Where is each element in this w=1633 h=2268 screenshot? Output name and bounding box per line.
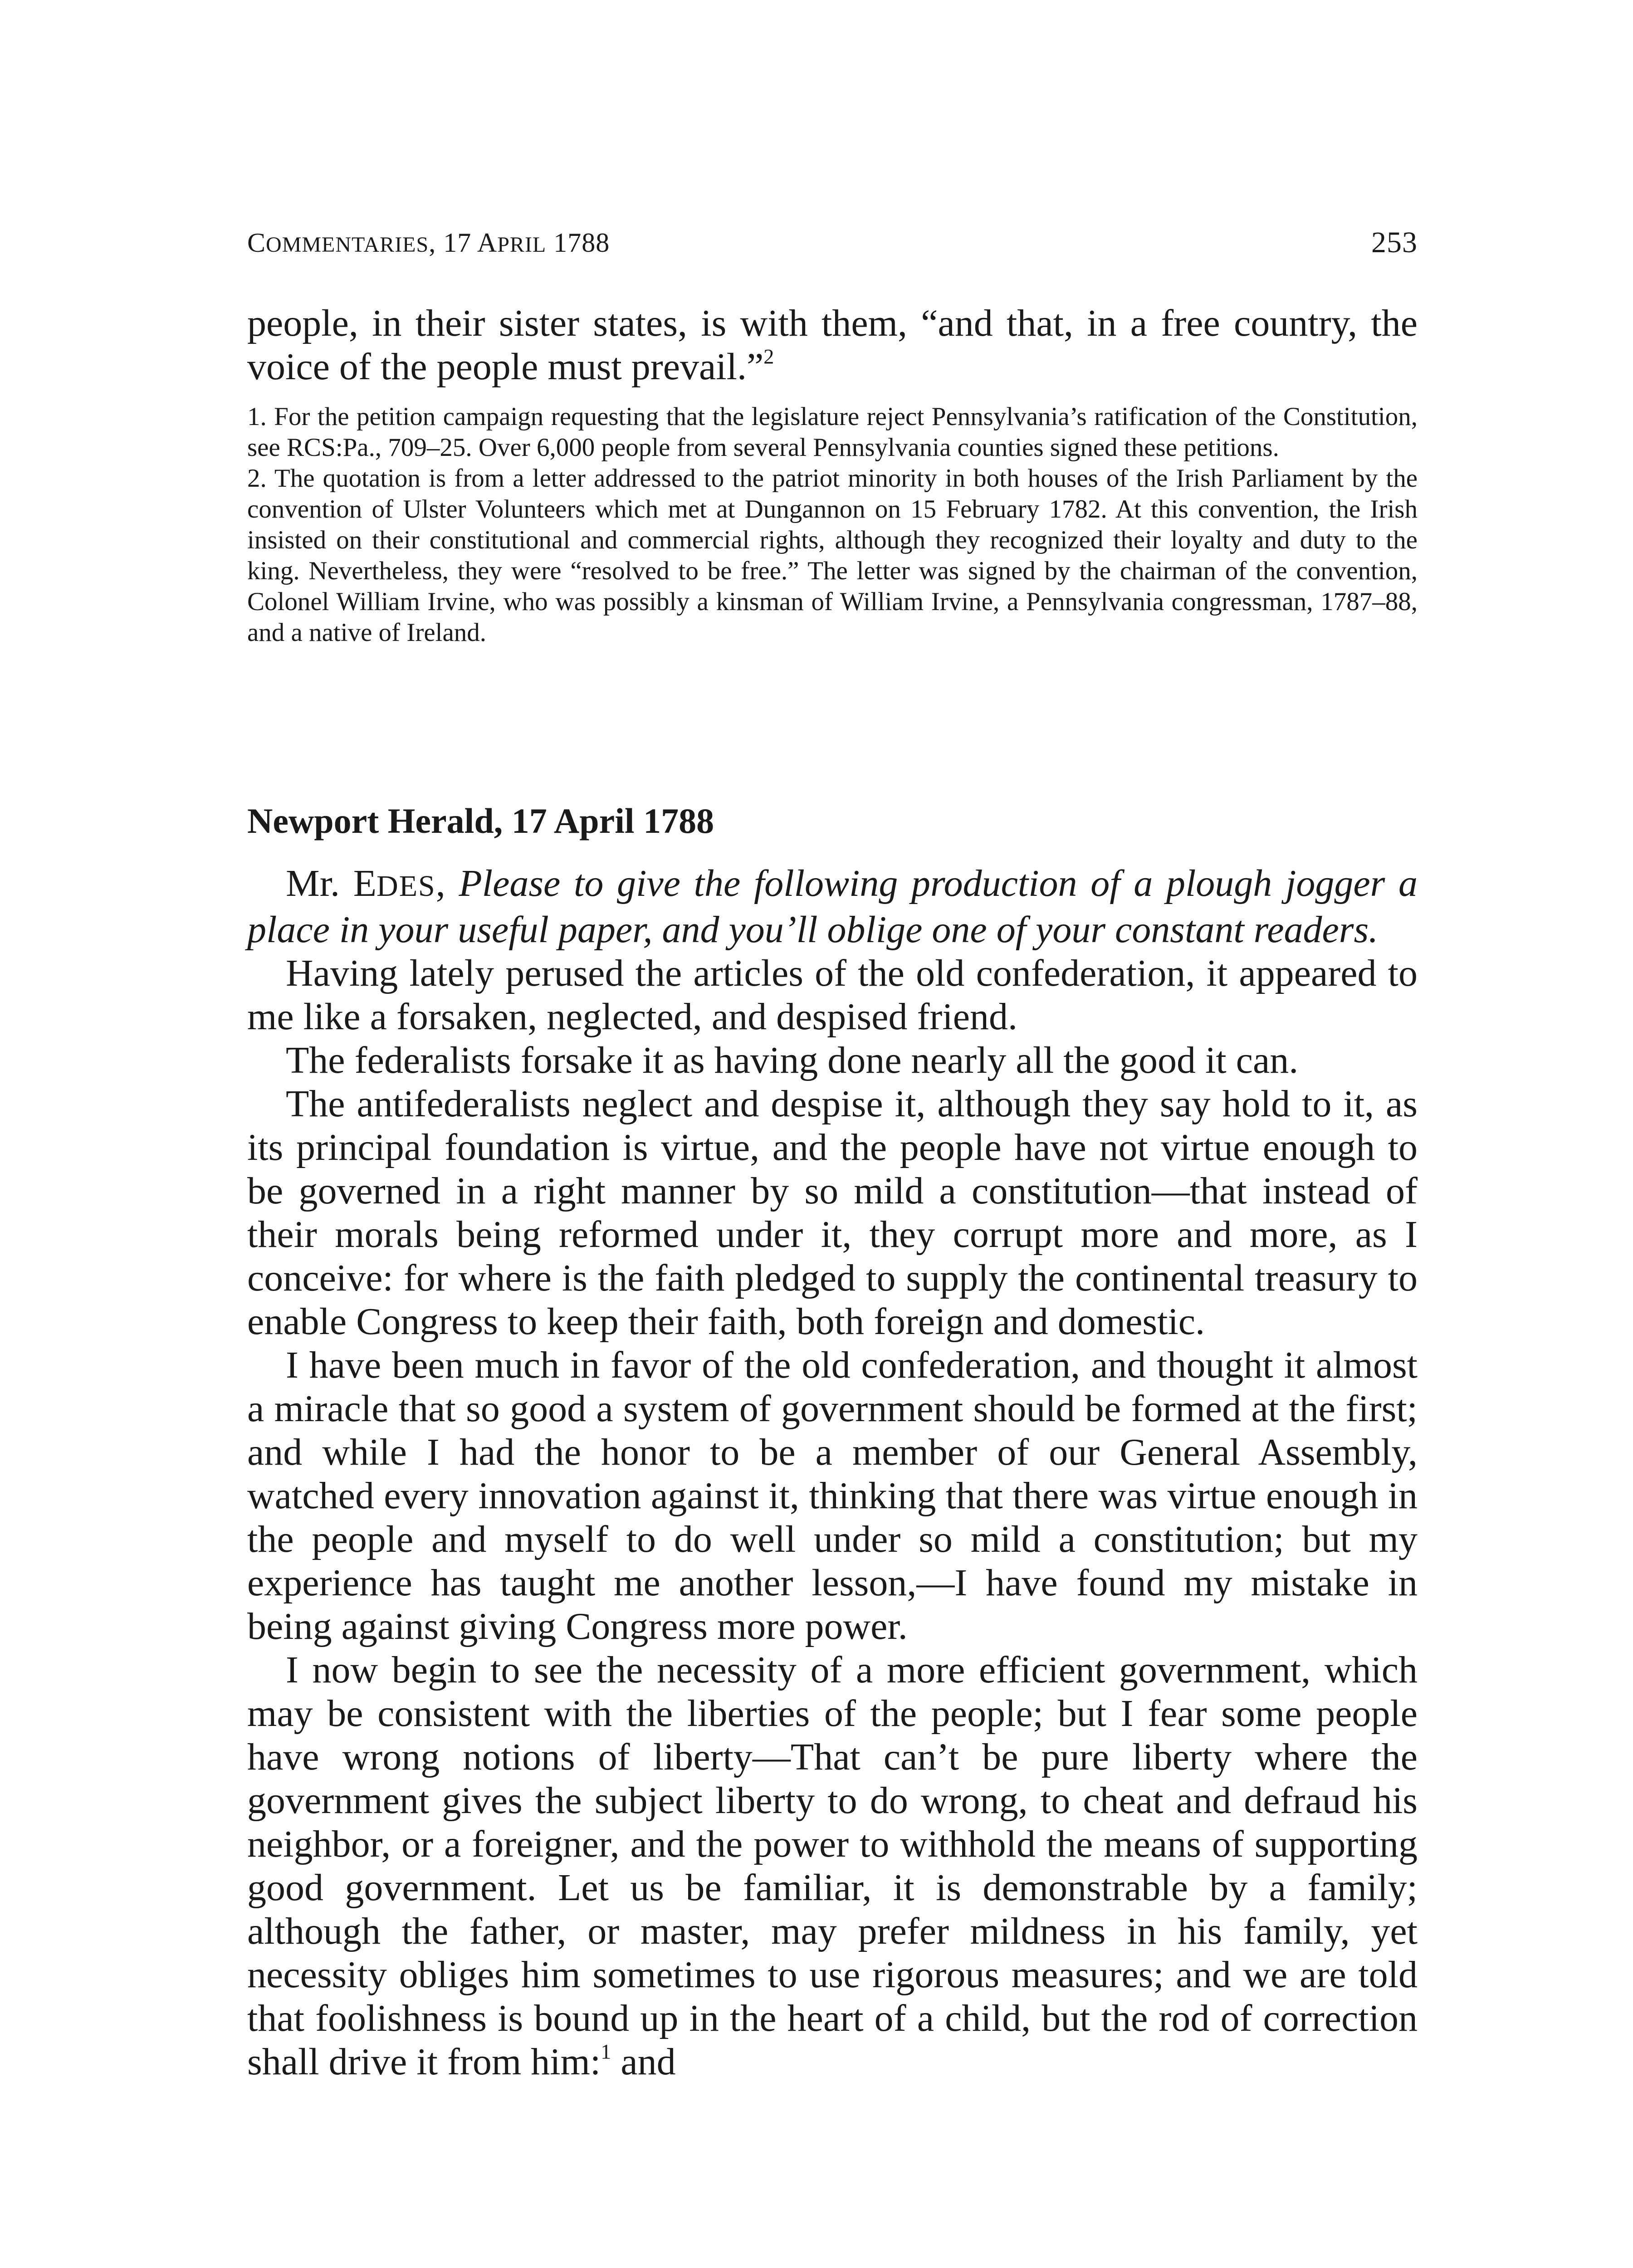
paragraph-5 (247, 1648, 1418, 2084)
carryover-text: people, in their sister states, is with them, “and that, in a free country, the voice of the people must prevail.” (247, 302, 1418, 388)
page-header (247, 222, 1418, 263)
footnote-ref: 2 (763, 345, 774, 368)
carryover-paragraph (247, 302, 1418, 389)
salutation (247, 862, 1418, 952)
footnote-1: 1. For the petition campaign requesting that the legislature reject Pennsylvania’s ratification of the Constitution, see RCS:Pa., 709–25. Over 6,000 people from several Pennsylvania counties signed these petitions. (247, 402, 1418, 462)
running-head-smallcaps: OMMENTARIES (266, 233, 429, 257)
running-head (247, 222, 610, 265)
paragraph-3: The antifederalists neglect and despise it, although they say hold to it, as its principal foundation is virtue, and the people have not virtue enough to be governed in a right manner by so mild a constitution—that instead of their morals being reformed under it, they corrupt more and more, as I conceive: for where is the faith pledged to supply the continental treasury to enable Congress to keep their faith, both foreign and domestic. (247, 1083, 1418, 1343)
page-number: 253 (1371, 226, 1418, 259)
salutation-name: DES (376, 870, 436, 903)
paragraph-2: The federalists forsake it as having done nearly all the good it can. (286, 1039, 1299, 1081)
salutation-request: Please to give the following production of a plough jogger a place in your useful paper, and you’ll oblige one of your constant readers. (247, 862, 1418, 951)
article-title: Newport Herald, 17 April 1788 (247, 801, 714, 841)
paragraph-1: Having lately perused the articles of the old confederation, it appeared to me like a forsaken, neglected, and despised friend. (247, 952, 1418, 1038)
paragraph-4: I have been much in favor of the old confederation, and thought it almost a miracle that so good a system of government should be formed at the first; and while I had the honor to be a member of our General Assembly, watched every innovation against it, thinking that there was virtue enough in the people and myself to do well under so mild a constitution; but my experience has taught me another lesson,—I have found my mistake in being against giving Congress more power. (247, 1344, 1418, 1647)
footnotes (247, 401, 1418, 648)
footnote-2: 2. The quotation is from a letter addressed to the patriot minority in both houses of the Irish Parliament by the convention of Ulster Volunteers which met at Dungannon on 15 February 1782. At this convention, the Irish insisted on their constitutional and commercial rights, although they recognized their loyalty and duty to the king. Nevertheless, they were “resolved to be free.” The letter was signed by the chairman of the convention, Colonel William Irvine, who was possibly a kinsman of William Irvine, a Pennsylvania congressman, 1787–88, and a native of Ireland. (247, 464, 1418, 647)
footnote-ref: 1 (601, 2040, 611, 2063)
running-head-date: , 17 A (429, 228, 498, 258)
running-head-month: PRIL (497, 233, 547, 257)
salutation-comma: , (435, 862, 459, 904)
running-head-initial: C (247, 228, 266, 258)
paragraph-5-text: I now begin to see the necessity of a more efficient government, which may be consistent with the liberties of the people; but I fear some people have wrong notions of liberty—That can’t be pure liberty where the government gives the subject liberty to do wrong, to cheat and defraud his neighbor, or a foreigner, and the power to withhold the means of supporting good government. Let us be familiar, it is demonstrable by a family; although the father, or master, may prefer mildness in his family, yet necessity obliges him sometimes to use rigorous measures; and we are told that foolishness is bound up in the heart of a child, but the rod of correction shall drive it from him: (247, 1649, 1418, 2083)
article-body (247, 862, 1418, 2084)
salutation-prefix: Mr. E (286, 862, 377, 904)
running-head-year: 1788 (546, 228, 610, 258)
paragraph-5-tail: and (611, 2041, 676, 2083)
